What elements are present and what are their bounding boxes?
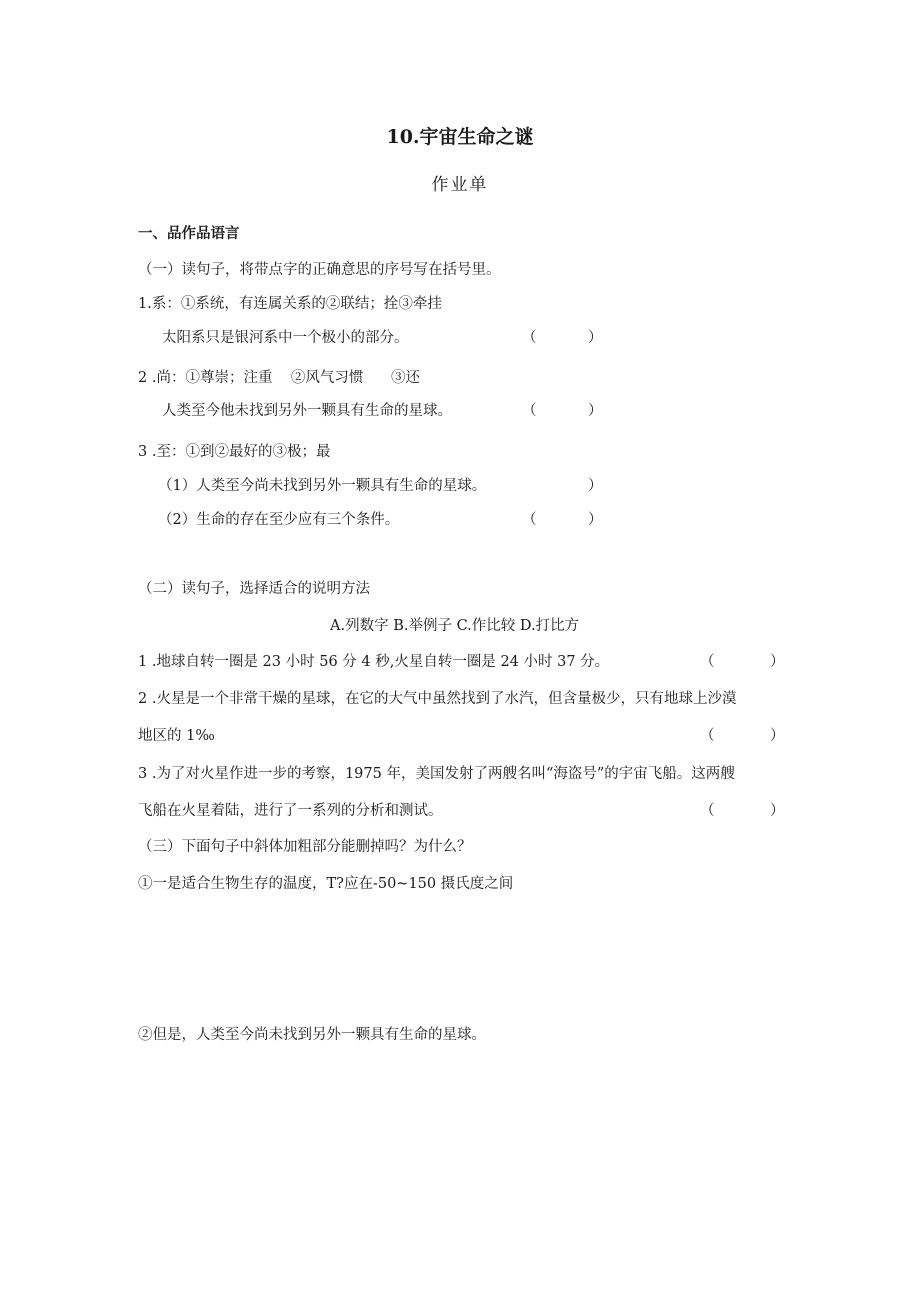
answer-blank-close: ） [588, 330, 603, 346]
q1-label: 1.系：①系统，有连属关系的②联结；拴③牵挂 [138, 296, 442, 312]
answer-blank-close: ） [588, 512, 603, 528]
p3-sentence-2: ②但是，人类至今尚未找到另外一颗具有生命的星球。 [138, 1027, 486, 1043]
p3-sentence-1: ①一是适合生物生存的温度，T?应在-50~150 摄氏度之间 [138, 876, 514, 892]
answer-blank-open: （ [522, 330, 537, 346]
page-subtitle: 作业单 [431, 175, 489, 195]
p2-q2-line2: 地区的 1‰ [138, 728, 215, 744]
part1-instruction: （一）读句子，将带点字的正确意思的序号写在括号里。 [138, 262, 501, 278]
answer-blank-close: ） [770, 728, 785, 744]
answer-blank-open: （ [700, 728, 715, 744]
answer-blank-close: ） [588, 403, 603, 419]
page-title: 10.宇宙生命之谜 [386, 126, 534, 148]
q3-sentence-1: （1）人类至今尚未找到另外一颗具有生命的星球。 [158, 478, 487, 494]
p2-q3-line2: 飞船在火星着陆，进行了一系列的分析和测试。 [138, 803, 443, 819]
answer-blank-close: ） [770, 654, 785, 670]
p2-q1: 1 .地球自转一圈是 23 小时 56 分 4 秒,火星自转一圈是 24 小时 37 分。 [138, 654, 610, 670]
p2-q2-line1: 2 .火星是一个非常干燥的星球，在它的大气中虽然找到了水汽，但含量极少，只有地球上沙漠 [138, 691, 737, 707]
answer-blank-open: （ [522, 512, 537, 528]
answer-blank-open: （ [522, 403, 537, 419]
part2-instruction: （二）读句子，选择适合的说明方法 [138, 581, 370, 597]
q3-label: 3 .至：①到②最好的③极；最 [138, 444, 331, 460]
q1-sentence: 太阳系只是银河系中一个极小的部分。 [162, 330, 409, 346]
answer-blank-close: ） [588, 478, 603, 494]
q2-sentence: 人类至今他未找到另外一颗具有生命的星球。 [162, 403, 452, 419]
part3-instruction: （三）下面句子中斜体加粗部分能删掉吗？为什么？ [138, 839, 472, 855]
answer-blank-open: （ [700, 803, 715, 819]
answer-blank-close: ） [770, 803, 785, 819]
q2-label: 2 .尚：①尊崇；注重 ②风气习惯 ③还 [138, 370, 421, 386]
q3-sentence-2: （2）生命的存在至少应有三个条件。 [158, 512, 400, 528]
p2-q3-line1: 3 .为了对火星作进一步的考察，1975 年，美国发射了两艘名叫“海盗号”的宇宙飞船。这两艘 [138, 766, 735, 782]
method-options: A.列数字 B.举例子 C.作比较 D.打比方 [330, 618, 580, 634]
section-heading: 一、品作品语言 [138, 226, 240, 242]
answer-blank-open: （ [700, 654, 715, 670]
